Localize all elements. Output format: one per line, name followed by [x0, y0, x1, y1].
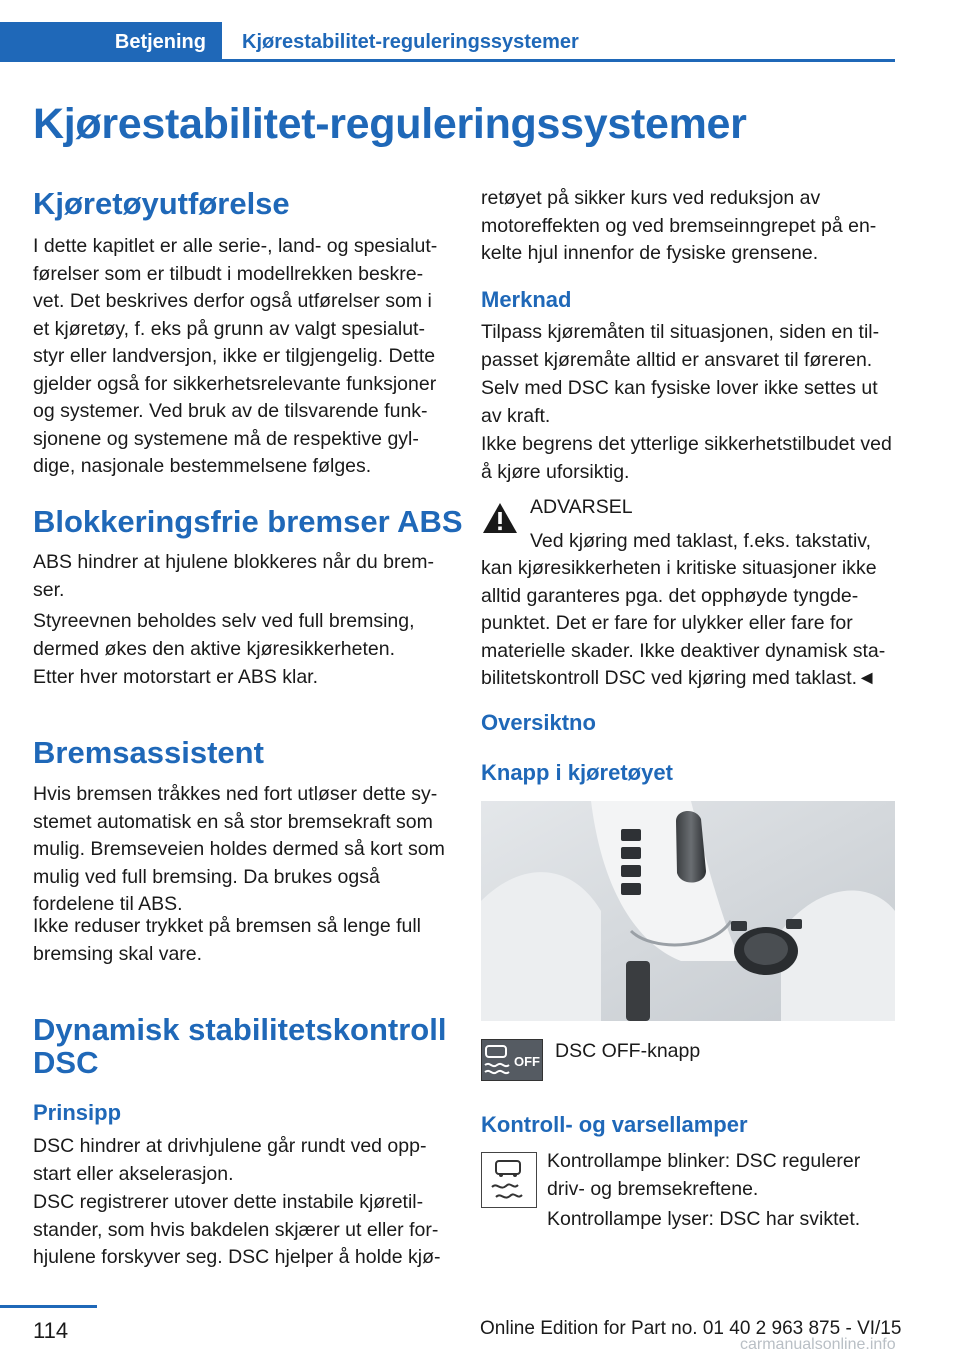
dsc-off-label: OFF [514, 1054, 540, 1069]
section-tab[interactable]: Betjening [0, 22, 222, 62]
paragraph-brake-assist-1: Hvis bremsen tråkkes ned fort utløser dette sy-stemet automatisk en så stor bremsekraft som mulig. Bremseveien holdes dermed så kort som mulig ved full bremsing. Da brukes også fordelene til ABS. [33, 783, 445, 915]
warning-title: ADVARSEL [530, 496, 633, 518]
paragraph-note-2: Selv med DSC kan fysiske lover ikke settes ut av kraft. [481, 377, 878, 427]
heading-note: Merknad [481, 287, 572, 312]
paragraph-abs-3: Etter hver motorstart er ABS klar. [33, 666, 319, 688]
dsc-off-caption: DSC OFF-knapp [555, 1040, 701, 1062]
paragraph-dsc-continued: retøyet på sikker kurs ved reduksjon av motoreffekten og ved bremseinngrepet på en-kelte hjul innenfor de fysiske grensene. [481, 187, 877, 264]
page-title: Kjørestabilitet-reguleringssystemer [33, 100, 747, 148]
dsc-off-button-icon [481, 1039, 543, 1081]
heading-button-in-vehicle: Knapp i kjøretøyet [481, 760, 673, 785]
paragraph-note-1: Tilpass kjøremåten til situasjonen, siden en til-passet kjøremåte alltid er ansvaret til føreren. [481, 321, 880, 371]
paragraph-principle-2: DSC registrerer utover dette instabile kjøretil-stander, som hvis bakdelen skjærer ut eller for-hjulene forskyver seg. DSC hjelper å holde kjø- [33, 1191, 441, 1268]
heading-vehicle-version: Kjøretøyutførelse [33, 186, 290, 221]
center-console-photo [481, 801, 895, 1021]
dsc-indicator-icon [481, 1152, 537, 1208]
chapter-tab[interactable]: Kjørestabilitet-reguleringssystemer [222, 22, 895, 62]
chapter-underline [222, 59, 895, 62]
watermark: carmanualsonline.info [740, 1336, 896, 1353]
lamp-flashing-text: Kontrollampe blinker: DSC regulerer driv- og bremsekreftene. [547, 1150, 861, 1200]
heading-lamps: Kontroll- og varsellamper [481, 1112, 748, 1137]
warning-triangle-icon [481, 501, 519, 535]
footer-edition: Online Edition for Part no. 01 40 2 963 875 - VI/15 [480, 1318, 902, 1339]
heading-principle: Prinsipp [33, 1100, 122, 1125]
heading-overview: Oversiktno [481, 710, 596, 735]
paragraph-vehicle-version: I dette kapitlet er alle serie-, land- og spesialut-førelser som er tilbudt i modellrekken beskre-vet. Det beskrives derfor også utførelser som i et kjøretøy, f. eks på grunn av valgt spesialut-styr eller landversjon, ikke er tilgjengelig. Dette gjelder også for sikkerhetsrelevante funksjoner og systemer. Ved bruk av de tilsvarende funk-sjonene og systemene må de respektive gyl-dige, nasjonale bestemmelsene følges. [33, 235, 438, 477]
paragraph-brake-assist-2: Ikke reduser trykket på bremsen så lenge full bremsing skal vare. [33, 915, 422, 965]
paragraph-principle-1: DSC hindrer at drivhjulene går rundt ved opp-start eller akselerasjon. [33, 1135, 427, 1185]
heading-dsc-line1: Dynamisk stabilitetskontroll [33, 1012, 447, 1047]
page-number: 114 [33, 1318, 69, 1343]
warning-line1: Ved kjøring med taklast, f.eks. takstativ, [530, 530, 872, 552]
heading-abs: Blokkeringsfrie bremser ABS [33, 504, 463, 539]
footer-accent-line [0, 1305, 97, 1308]
heading-dsc-line2: DSC [33, 1045, 99, 1080]
heading-brake-assist: Bremsassistent [33, 735, 264, 770]
warning-text: kan kjøresikkerheten i kritiske situasjoner ikke alltid garanteres pga. det opphøyde tyngde-punktet. Det er fare for ulykker eller fare for materielle skader. Ikke deaktiver dynamisk sta-bilitetskontroll DSC ved kjøring med taklast.◄ [481, 557, 886, 689]
paragraph-abs-1: ABS hindrer at hjulene blokkeres når du brem-ser. [33, 551, 435, 601]
paragraph-abs-2: Styreevnen beholdes selv ved full bremsing, dermed økes den aktive kjøresikkerheten. [33, 610, 415, 660]
lamp-lit-text: Kontrollampe lyser: DSC har sviktet. [547, 1208, 861, 1230]
header-tabbar [0, 22, 895, 62]
paragraph-note-3: Ikke begrens det ytterlige sikkerhetstilbudet ved å kjøre uforsiktig. [481, 433, 892, 483]
